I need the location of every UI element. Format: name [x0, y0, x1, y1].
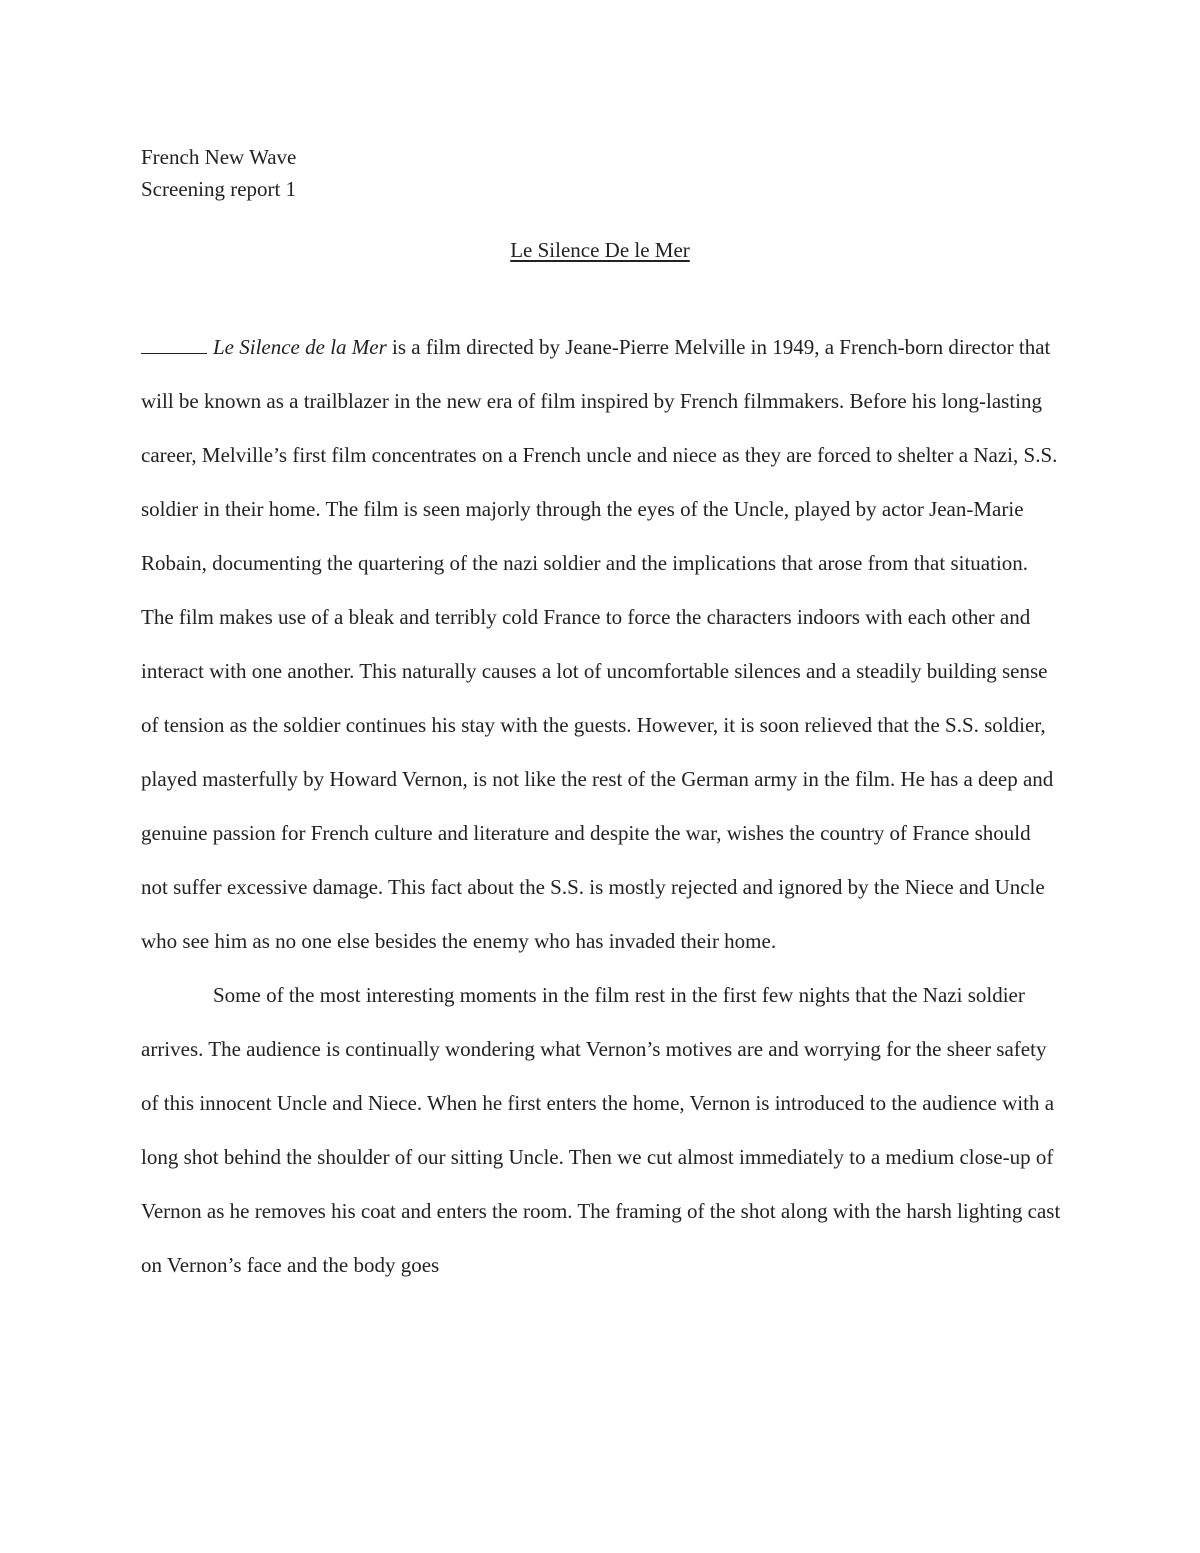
page-title: Le Silence De le Mer	[510, 238, 690, 262]
film-title-italic: Le Silence de la Mer	[213, 335, 387, 359]
assignment-name: Screening report 1	[141, 177, 297, 201]
paragraph-1-text: is a film directed by Jeane-Pierre Melville in 1949, a French-born director that will be known as a trailblazer in the new era of film inspired by French filmmakers. Before his long-lasting career, Melville’s first film concentrates on a French uncle and niece as they are forced to shelter a Nazi, S.S. soldier in their home. The film is seen majorly through the eyes of the Uncle, played by actor Jean-Marie Robain, documenting the quartering of the nazi soldier and the implications that arose from that situation. The film makes use of a bleak and terribly cold France to force the characters indoors with each other and interact with one another. This naturally causes a lot of uncomfortable silences and a steadily building sense of tension as the soldier continues his stay with the guests. However, it is soon relieved that the S.S. soldier, played masterfully by Howard Vernon, is not like the rest of the German army in the film. He has a deep and genuine passion for French culture and literature and despite the war, wishes the country of France should not suffer excessive damage. This fact about the S.S. is mostly rejected and ignored by the Niece and Uncle who see him as no one else besides the enemy who has invaded their home.	[141, 335, 1058, 953]
paragraph-1	[141, 320, 1061, 968]
report-body	[141, 320, 1061, 1292]
paragraph-2-text: Some of the most interesting moments in the film rest in the first few nights that the Nazi soldier arrives. The audience is continually wondering what Vernon’s motives are and worrying for the sheer safety of this innocent Uncle and Niece. When he first enters the home, Vernon is introduced to the audience with a long shot behind the shoulder of our sitting Uncle. Then we cut almost immediately to a medium close-up of Vernon as he removes his coat and enters the room. The framing of the shot along with the harsh lighting cast on Vernon’s face and the body goes	[141, 983, 1061, 1277]
paragraph-2	[141, 968, 1061, 1292]
course-name: French New Wave	[141, 145, 297, 169]
indent-underline	[141, 335, 207, 354]
